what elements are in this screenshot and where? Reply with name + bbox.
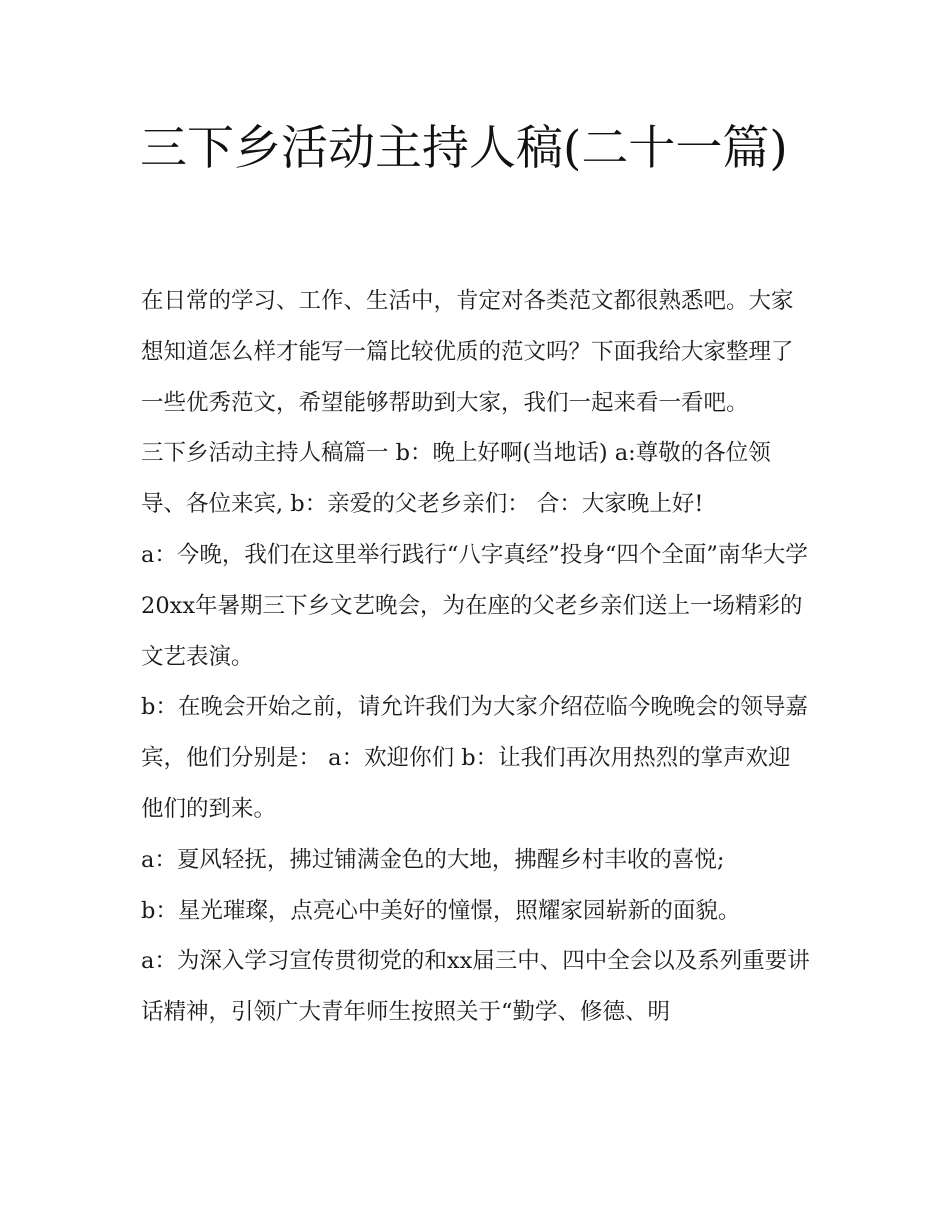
paragraph-guest-intro: b：在晚会开始之前，请允许我们为大家介绍莅临今晚晚会的领导嘉宾，他们分别是： a：欢迎你们 b：让我们再次用热烈的掌声欢迎他们的到来。 — [141, 694, 808, 822]
paragraph-study-spirit: a：为深入学习宣传贯彻党的和xx届三中、四中全会以及系列重要讲话精神，引领广大青年师生按照关于“勤学、修德、明 — [141, 948, 810, 1026]
paragraph-intro: 在日常的学习、工作、生活中，肯定对各类范文都很熟悉吧。大家想知道怎么样才能写一篇比较优质的范文吗？下面我给大家整理了一些优秀范文，希望能够帮助到大家，我们一起来看一看吧。 — [141, 288, 794, 416]
paragraph-starlight: b：星光璀璨，点亮心中美好的憧憬，照耀家园崭新的面貌。 — [141, 897, 741, 924]
document-body — [141, 276, 813, 1038]
paragraph-opening-greeting: 三下乡活动主持人稿篇一 b：晚上好啊(当地话) a:尊敬的各位领导、各位来宾, b：亲爱的父老乡亲们： 合：大家晚上好! — [141, 440, 771, 518]
paragraph-evening-intro: a：今晚，我们在这里举行践行“八字真经”投身“四个全面”南华大学20xx年暑期三下乡文艺晚会，为在座的父老乡亲们送上一场精彩的文艺表演。 — [141, 541, 808, 670]
document-title: 三下乡活动主持人稿(二十一篇) — [140, 121, 788, 176]
paragraph-summer-wind: a：夏风轻抚，拂过铺满金色的大地，拂醒乡村丰收的喜悦; — [141, 846, 725, 873]
